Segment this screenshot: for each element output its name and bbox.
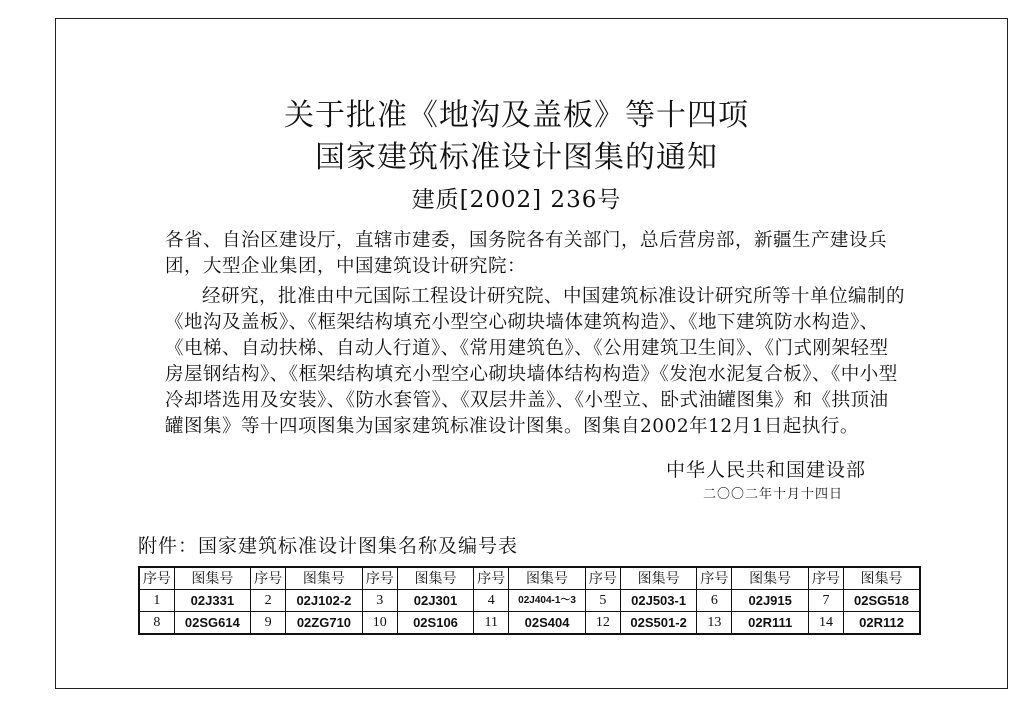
row-number: 14 bbox=[808, 612, 843, 635]
atlas-code: 02J102-2 bbox=[286, 590, 362, 612]
atlas-number-table bbox=[138, 566, 921, 635]
atlas-code: 02J503-1 bbox=[620, 590, 696, 612]
row-number: 3 bbox=[362, 590, 397, 612]
header-no: 序号 bbox=[585, 567, 620, 590]
header-code: 图集号 bbox=[286, 567, 362, 590]
body-paragraph: 经研究，批准由中元国际工程设计研究院、中国建筑标准设计研究所等十单位编制的《地沟及盖板》、《框架结构填充小型空心砌块墙体建筑构造》、《地下建筑防水构造》、《电梯、自动扶梯、自动人行道》、《常用建筑色》、《公用建筑卫生间》、《门式刚架轻型房屋钢结构》、《框架结构填充小型空心砌块墙体结构构造》《发泡水泥复合板》、《中小型冷却塔选用及安装》、《防水套管》、《双层井盖》、《小型立、卧式油罐图集》和《拱顶油罐图集》等十四项图集为国家建筑标准设计图集。图集自2002年12月1日起执行。 bbox=[165, 286, 906, 437]
notice-title-line-1: 关于批准《地沟及盖板》等十四项 bbox=[284, 98, 749, 133]
header-code: 图集号 bbox=[620, 567, 696, 590]
header-no: 序号 bbox=[139, 567, 174, 590]
header-no: 序号 bbox=[251, 567, 286, 590]
header-no: 序号 bbox=[697, 567, 732, 590]
row-number: 4 bbox=[474, 590, 509, 612]
row-number: 8 bbox=[139, 612, 174, 635]
header-code: 图集号 bbox=[397, 567, 473, 590]
row-number: 2 bbox=[251, 590, 286, 612]
header-code: 图集号 bbox=[844, 567, 920, 590]
issuer-name: 中华人民共和国建设部 bbox=[666, 459, 867, 481]
header-no: 序号 bbox=[362, 567, 397, 590]
header-code: 图集号 bbox=[509, 567, 585, 590]
row-number: 7 bbox=[808, 590, 843, 612]
attachment-label: 附件：国家建筑标准设计图集名称及编号表 bbox=[138, 535, 519, 557]
header-code: 图集号 bbox=[732, 567, 808, 590]
table-header-row bbox=[139, 567, 920, 590]
issue-date: 二〇〇二年十月十四日 bbox=[703, 487, 844, 502]
atlas-code: 02S106 bbox=[397, 612, 473, 635]
atlas-code: 02J331 bbox=[174, 590, 250, 612]
atlas-code: 02J404-1～3 bbox=[509, 590, 585, 612]
atlas-code: 02R111 bbox=[732, 612, 808, 635]
atlas-code: 02S501-2 bbox=[620, 612, 696, 635]
addressees-paragraph: 各省、自治区建设厅，直辖市建委，国务院各有关部门，总后营房部，新疆生产建设兵团，大型企业集团，中国建筑设计研究院： bbox=[165, 230, 888, 277]
row-number: 11 bbox=[474, 612, 509, 635]
atlas-code: 02R112 bbox=[844, 612, 920, 635]
table-row bbox=[139, 590, 920, 612]
atlas-code: 02SG614 bbox=[174, 612, 250, 635]
atlas-code: 02J301 bbox=[397, 590, 473, 612]
row-number: 10 bbox=[362, 612, 397, 635]
header-code: 图集号 bbox=[174, 567, 250, 590]
row-number: 6 bbox=[697, 590, 732, 612]
atlas-code: 02J915 bbox=[732, 590, 808, 612]
atlas-code: 02S404 bbox=[509, 612, 585, 635]
atlas-code: 02SG518 bbox=[844, 590, 920, 612]
row-number: 5 bbox=[585, 590, 620, 612]
document-number: 建质[2002] 236号 bbox=[411, 187, 622, 213]
row-number: 9 bbox=[251, 612, 286, 635]
row-number: 13 bbox=[697, 612, 732, 635]
notice-title-line-2: 国家建筑标准设计图集的通知 bbox=[315, 140, 718, 175]
atlas-code: 02ZG710 bbox=[286, 612, 362, 635]
header-no: 序号 bbox=[808, 567, 843, 590]
row-number: 12 bbox=[585, 612, 620, 635]
table-row bbox=[139, 612, 920, 635]
header-no: 序号 bbox=[474, 567, 509, 590]
row-number: 1 bbox=[139, 590, 174, 612]
